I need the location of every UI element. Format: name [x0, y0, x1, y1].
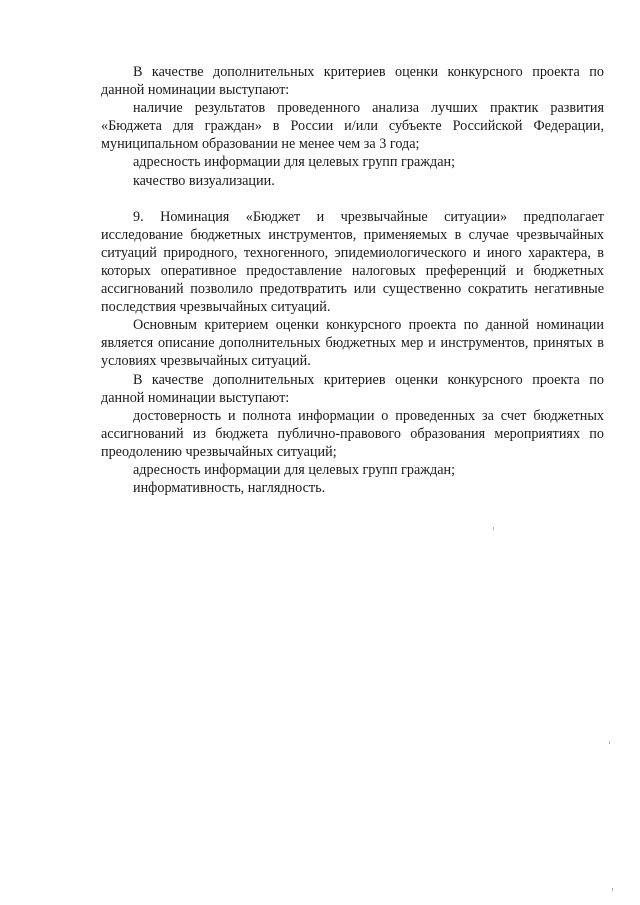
paragraph-main-criterion: Основным критерием оценки конкурсного проекта по данной номинации является описание дополнительных бюджетных мер и инструментов, принятых в условиях чрезвычайных ситуаций.	[101, 317, 604, 370]
paragraph-additional-criteria-intro: В качестве дополнительных критериев оценки конкурсного проекта по данной номинации выступают:	[101, 64, 604, 99]
document-body	[101, 63, 604, 497]
paragraph-criterion-visualization: качество визуализации.	[133, 172, 275, 189]
section-gap	[101, 190, 604, 208]
paragraph-criterion-best-practices: наличие результатов проведенного анализа лучших практик развития «Бюджета для граждан» в России и/или субъекте Российской Федерации, муниципальном образовании не менее чем за 3 года;	[101, 100, 604, 153]
paragraph-nomination-9: 9. Номинация «Бюджет и чрезвычайные ситуации» предполагает исследование бюджетных инструментов, применяемых в случае чрезвычайных ситуаций природного, техногенного, эпидемиологического и иного характера, в которых оперативное предоставление налоговых преференций и бюджетных ассигнований позволило предотвратить или существенно сократить негативные последствия чрезвычайных ситуаций.	[101, 208, 604, 316]
paragraph-additional-criteria-intro-2: В качестве дополнительных критериев оценки конкурсного проекта по данной номинации выступают:	[101, 371, 604, 406]
scan-speck	[612, 888, 613, 891]
scan-speck	[609, 741, 610, 744]
paragraph-criterion-informativeness: информативность, наглядность.	[133, 480, 326, 497]
paragraph-criterion-targeting-2: адресность информации для целевых групп граждан;	[133, 461, 456, 478]
scan-speck	[493, 527, 494, 530]
paragraph-criterion-targeting: адресность информации для целевых групп граждан;	[133, 154, 456, 171]
paragraph-criterion-reliability: достоверность и полнота информации о проведенных за счет бюджетных ассигнований из бюджета публично-правового образования мероприятиях по преодолению чрезвычайных ситуаций;	[101, 407, 604, 460]
